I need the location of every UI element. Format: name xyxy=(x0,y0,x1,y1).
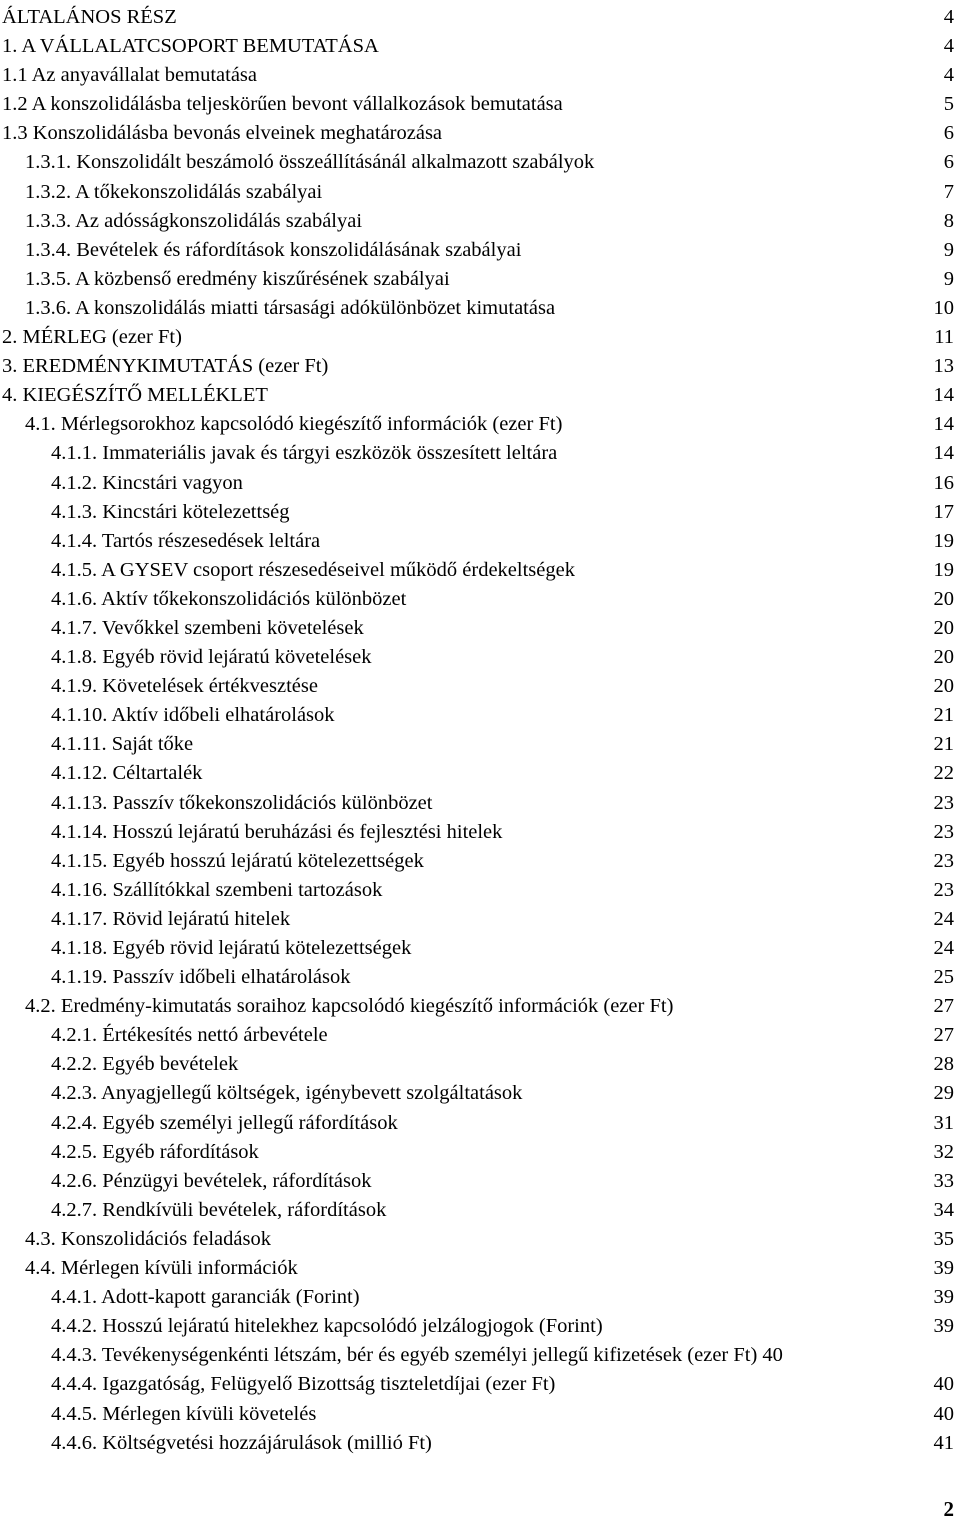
toc-entry-page-number: 21 xyxy=(933,704,954,727)
dot-leader xyxy=(426,866,932,867)
dot-leader xyxy=(408,604,931,605)
dot-leader xyxy=(559,458,931,459)
dot-leader xyxy=(366,633,932,634)
dot-leader xyxy=(452,284,942,285)
dot-leader xyxy=(362,1302,932,1303)
toc-entry-title: 4.1.19. Passzív időbeli elhatárolások xyxy=(51,966,351,989)
toc-entry[interactable] xyxy=(0,1225,960,1254)
dot-leader xyxy=(434,1448,932,1449)
toc-entry-page-number: 31 xyxy=(933,1111,954,1134)
table-of-contents xyxy=(0,3,960,1458)
toc-entry-title: 4.1.1. Immateriális javak és tárgyi eszközök összesített leltára xyxy=(51,442,558,465)
toc-entry-page-number: 13 xyxy=(933,355,954,378)
dot-leader xyxy=(364,226,942,227)
toc-entry-title: 4.1.17. Rövid lejáratú hitelek xyxy=(51,907,291,930)
toc-entry[interactable] xyxy=(0,1079,960,1108)
toc-entry-title: 4.4.3. Tevékenységenkénti létszám, bér és egyéb személyi jellegű kifizetések (ezer Ft) xyxy=(51,1344,758,1367)
toc-entry[interactable] xyxy=(0,1109,960,1138)
toc-entry-title: 4. KIEGÉSZÍTŐ MELLÉKLET xyxy=(2,384,268,407)
toc-entry[interactable] xyxy=(0,381,960,410)
dot-leader xyxy=(557,313,931,314)
toc-entry[interactable] xyxy=(0,585,960,614)
toc-entry[interactable] xyxy=(0,1167,960,1196)
toc-entry[interactable] xyxy=(0,1138,960,1167)
toc-entry-title: 1.3 Konszolidálásba bevonás elveinek meghatározása xyxy=(2,122,443,145)
toc-entry-title: 4.1.13. Passzív tőkekonszolidációs különbözet xyxy=(51,791,433,814)
dot-leader xyxy=(605,1331,932,1332)
toc-entry-title: 4.1.4. Tartós részesedések leltára xyxy=(51,529,321,552)
toc-entry-page-number: 17 xyxy=(933,500,954,523)
toc-entry-page-number: 4 xyxy=(943,6,954,28)
toc-entry-page-number: 8 xyxy=(943,209,954,232)
toc-entry-title: 4.1.10. Aktív időbeli elhatárolások xyxy=(51,704,335,727)
toc-entry-title: 1.3.6. A konszolidálás miatti társasági adókülönbözet kimutatása xyxy=(25,296,556,319)
dot-leader xyxy=(524,1098,931,1099)
toc-entry[interactable] xyxy=(0,1341,960,1370)
toc-entry-title: 4.4.6. Költségvetési hozzájárulások (millió Ft) xyxy=(51,1431,432,1454)
toc-entry-page-number: 4 xyxy=(943,64,954,87)
toc-entry-page-number: 20 xyxy=(933,675,954,698)
toc-entry-title: 4.1.8. Egyéb rövid lejáratú követelések xyxy=(51,646,372,669)
dot-leader xyxy=(270,400,932,401)
toc-entry-title: 4.4.4. Igazgatóság, Felügyelő Bizottság tiszteletdíjai (ezer Ft) xyxy=(51,1373,556,1396)
toc-entry-title: 4.2.4. Egyéb személyi jellegű ráfordítások xyxy=(51,1111,398,1134)
dot-leader xyxy=(381,51,942,52)
toc-entry-title: 1.3.3. Az adósságkonszolidálás szabályai xyxy=(25,209,363,232)
toc-entry-title: 4.2.1. Értékesítés nettó árbevétele xyxy=(51,1024,328,1047)
toc-entry[interactable] xyxy=(0,556,960,585)
toc-entry[interactable] xyxy=(0,90,960,119)
toc-entry-page-number: 35 xyxy=(933,1227,954,1250)
dot-leader xyxy=(330,371,931,372)
toc-entry[interactable] xyxy=(0,643,960,672)
toc-entry-page-number: 14 xyxy=(933,384,954,407)
dot-leader xyxy=(596,167,941,168)
toc-entry-page-number: 11 xyxy=(934,326,954,349)
toc-entry-page-number: 6 xyxy=(943,151,954,174)
toc-entry-title: 4.4.5. Mérlegen kívüli követelés xyxy=(51,1402,317,1425)
toc-entry[interactable] xyxy=(0,1370,960,1399)
dot-leader xyxy=(292,924,931,925)
toc-entry-title: 1.1 Az anyavállalat bemutatása xyxy=(2,64,258,87)
dot-leader xyxy=(400,1128,932,1129)
dot-leader xyxy=(330,1040,932,1041)
toc-entry[interactable] xyxy=(0,818,960,847)
toc-entry-title: 4.1.2. Kincstári vagyon xyxy=(51,471,243,494)
toc-entry-page-number: 23 xyxy=(933,878,954,901)
toc-entry-title: 4.2.7. Rendkívüli bevételek, ráfordítások xyxy=(51,1198,387,1221)
toc-entry[interactable] xyxy=(0,352,960,381)
dot-leader xyxy=(259,80,942,81)
toc-entry-page-number: 20 xyxy=(933,616,954,639)
toc-entry-page-number: 27 xyxy=(933,995,954,1018)
toc-entry-page-number: 33 xyxy=(933,1169,954,1192)
toc-entry-title: 4.1.5. A GYSEV csoport részesedéseivel működő érdekeltségek xyxy=(51,558,575,581)
toc-entry-page-number: 6 xyxy=(943,122,954,145)
toc-entry-page-number: 19 xyxy=(933,558,954,581)
toc-entry[interactable] xyxy=(0,876,960,905)
toc-entry[interactable] xyxy=(0,1429,960,1458)
toc-entry-page-number: 32 xyxy=(933,1140,954,1163)
dot-leader xyxy=(240,1069,931,1070)
toc-entry-page-number: 28 xyxy=(933,1053,954,1076)
toc-entry-title: 1. A VÁLLALATCSOPORT BEMUTATÁSA xyxy=(2,35,379,58)
dot-leader xyxy=(273,1244,932,1245)
toc-entry[interactable] xyxy=(0,265,960,294)
dot-leader xyxy=(300,1273,932,1274)
toc-entry-page-number: 22 xyxy=(933,762,954,785)
dot-leader xyxy=(320,691,932,692)
toc-entry-title: 4.2.3. Anyagjellegű költségek, igénybevett szolgáltatások xyxy=(51,1082,523,1105)
toc-entry[interactable] xyxy=(0,1312,960,1341)
toc-entry-title: 4.1.11. Saját tőke xyxy=(51,733,194,756)
toc-entry-title: 1.3.4. Bevételek és ráfordítások konszolidálásának szabályai xyxy=(25,238,522,261)
toc-entry-title: 4.2. Eredmény-kimutatás soraihoz kapcsolódó kiegészítő információk (ezer Ft) xyxy=(25,995,674,1018)
toc-entry-page-number: 4 xyxy=(943,35,954,58)
toc-entry-page-number: 21 xyxy=(933,733,954,756)
page-number: 2 xyxy=(943,1497,954,1521)
toc-entry-title: 4.4.2. Hosszú lejáratú hitelekhez kapcsolódó jelzálogjogok (Forint) xyxy=(51,1315,603,1338)
toc-entry-page-number: 34 xyxy=(933,1198,954,1221)
dot-leader xyxy=(557,1389,931,1390)
toc-entry[interactable] xyxy=(0,1254,960,1283)
toc-entry[interactable] xyxy=(0,236,960,265)
dot-leader xyxy=(318,1419,931,1420)
toc-entry[interactable] xyxy=(0,992,960,1021)
toc-entry[interactable] xyxy=(0,439,960,468)
toc-entry-page-number: 27 xyxy=(933,1024,954,1047)
dot-leader xyxy=(261,1157,932,1158)
dot-leader xyxy=(388,1215,931,1216)
toc-entry[interactable] xyxy=(0,1283,960,1312)
dot-leader xyxy=(292,517,932,518)
toc-entry[interactable] xyxy=(0,294,960,323)
toc-entry-title: 4.3. Konszolidációs feladások xyxy=(25,1227,271,1250)
dot-leader xyxy=(184,342,932,343)
toc-entry[interactable] xyxy=(0,1400,960,1429)
toc-entry-title: 4.1. Mérlegsorokhoz kapcsolódó kiegészítő információk (ezer Ft) xyxy=(25,413,563,436)
toc-entry-title: 4.1.14. Hosszú lejáratú beruházási és fejlesztési hitelek xyxy=(51,820,503,843)
toc-entry-title: 1.3.5. A közbenső eredmény kiszűrésének szabályai xyxy=(25,267,450,290)
toc-entry[interactable] xyxy=(0,61,960,90)
toc-entry-page-number: 39 xyxy=(933,1257,954,1280)
dot-leader xyxy=(374,1186,932,1187)
dot-leader xyxy=(324,197,942,198)
toc-entry[interactable] xyxy=(0,672,960,701)
dot-leader xyxy=(374,662,932,663)
toc-entry[interactable] xyxy=(0,178,960,207)
toc-entry[interactable] xyxy=(0,207,960,236)
toc-entry-page-number: 9 xyxy=(943,238,954,261)
toc-entry-page-number: 24 xyxy=(933,937,954,959)
toc-entry[interactable] xyxy=(0,934,960,963)
toc-entry-page-number: 39 xyxy=(933,1286,954,1309)
toc-entry[interactable] xyxy=(0,469,960,498)
toc-entry[interactable] xyxy=(0,730,960,759)
toc-entry-page-number: 10 xyxy=(933,296,954,319)
toc-entry-page-number: 5 xyxy=(943,93,954,116)
dot-leader xyxy=(504,837,931,838)
toc-entry-page-number: 40 xyxy=(933,1373,954,1396)
toc-entry[interactable] xyxy=(0,847,960,876)
toc-entry-page-number: 19 xyxy=(933,529,954,552)
toc-entry[interactable] xyxy=(0,410,960,439)
dot-leader xyxy=(413,953,931,954)
toc-entry[interactable] xyxy=(0,905,960,934)
toc-entry[interactable] xyxy=(0,498,960,527)
toc-entry-page-number: 25 xyxy=(933,966,954,989)
dot-leader xyxy=(565,109,942,110)
toc-entry-page-number: 14 xyxy=(933,413,954,436)
toc-entry-title: 1.3.2. A tőkekonszolidálás szabályai xyxy=(25,180,323,203)
toc-entry-title: 4.1.9. Követelések értékvesztése xyxy=(51,675,318,698)
dot-leader xyxy=(444,138,942,139)
toc-entry[interactable] xyxy=(0,119,960,148)
toc-entry-title: 4.4.1. Adott-kapott garanciák (Forint) xyxy=(51,1286,360,1309)
toc-entry-title: 1.2 A konszolidálásba teljeskörűen bevont vállalkozások bemutatása xyxy=(2,93,563,116)
toc-entry-title: 4.4. Mérlegen kívüli információk xyxy=(25,1257,298,1280)
dot-leader xyxy=(195,749,931,750)
toc-entry-page-number: 9 xyxy=(943,267,954,290)
dot-leader xyxy=(434,808,931,809)
toc-entry[interactable] xyxy=(0,789,960,818)
toc-entry-title: 4.1.6. Aktív tőkekonszolidációs különbözet xyxy=(51,587,407,610)
dot-leader xyxy=(245,488,932,489)
toc-entry[interactable] xyxy=(0,1021,960,1050)
toc-entry-title: 2. MÉRLEG (ezer Ft) xyxy=(2,326,182,349)
toc-entry[interactable] xyxy=(0,3,960,32)
toc-entry-title: 4.1.7. Vevőkkel szembeni követelések xyxy=(51,616,364,639)
dot-leader xyxy=(384,895,931,896)
toc-entry-title: 4.2.6. Pénzügyi bevételek, ráfordítások xyxy=(51,1169,372,1192)
toc-entry-title: 4.1.15. Egyéb hosszú lejáratú kötelezettségek xyxy=(51,849,424,872)
dot-leader xyxy=(523,255,941,256)
toc-entry-page-number: 39 xyxy=(933,1315,954,1338)
dot-leader xyxy=(337,720,932,721)
toc-entry-title: 4.1.16. Szállítókkal szembeni tartozások xyxy=(51,878,383,901)
toc-entry-page-number: 23 xyxy=(933,849,954,872)
dot-leader xyxy=(577,575,932,576)
toc-entry-page-number: 7 xyxy=(943,180,954,203)
toc-entry-page-number: 20 xyxy=(933,587,954,610)
dot-leader xyxy=(352,982,931,983)
toc-entry-title: 4.1.3. Kincstári kötelezettség xyxy=(51,500,290,523)
toc-entry-title: 1.3.1. Konszolidált beszámoló összeállításánál alkalmazott szabályok xyxy=(25,151,595,174)
dot-leader xyxy=(564,429,931,430)
toc-entry-page-number: 41 xyxy=(933,1431,954,1454)
toc-entry-page-number: 23 xyxy=(933,791,954,814)
toc-entry[interactable] xyxy=(0,1196,960,1225)
toc-entry-page-number: 24 xyxy=(933,907,954,930)
toc-entry[interactable] xyxy=(0,614,960,643)
toc-entry-title: 4.2.5. Egyéb ráfordítások xyxy=(51,1140,259,1163)
toc-entry-title: ÁLTALÁNOS RÉSZ xyxy=(2,6,177,28)
toc-entry-title: 4.1.12. Céltartalék xyxy=(51,762,203,785)
toc-entry[interactable] xyxy=(0,701,960,730)
toc-entry[interactable] xyxy=(0,148,960,177)
toc-entry-page-number: 20 xyxy=(933,646,954,669)
dot-leader xyxy=(675,1011,931,1012)
toc-entry[interactable] xyxy=(0,323,960,352)
dot-leader xyxy=(179,22,942,23)
toc-entry[interactable] xyxy=(0,527,960,556)
toc-entry-page-number: 40 xyxy=(933,1402,954,1425)
toc-entry[interactable] xyxy=(0,32,960,61)
dot-leader xyxy=(322,546,931,547)
toc-entry-title: 3. EREDMÉNYKIMUTATÁS (ezer Ft) xyxy=(2,355,329,378)
toc-entry-page-number: 40 xyxy=(762,1344,783,1367)
toc-entry[interactable] xyxy=(0,963,960,992)
toc-entry[interactable] xyxy=(0,1050,960,1079)
toc-entry-title: 4.1.18. Egyéb rövid lejáratú kötelezettségek xyxy=(51,937,412,959)
toc-entry[interactable] xyxy=(0,759,960,788)
toc-entry-page-number: 14 xyxy=(933,442,954,465)
toc-entry-title: 4.2.2. Egyéb bevételek xyxy=(51,1053,239,1076)
dot-leader xyxy=(204,778,931,779)
toc-entry-page-number: 16 xyxy=(933,471,954,494)
toc-entry-page-number: 23 xyxy=(933,820,954,843)
toc-entry-page-number: 29 xyxy=(933,1082,954,1105)
